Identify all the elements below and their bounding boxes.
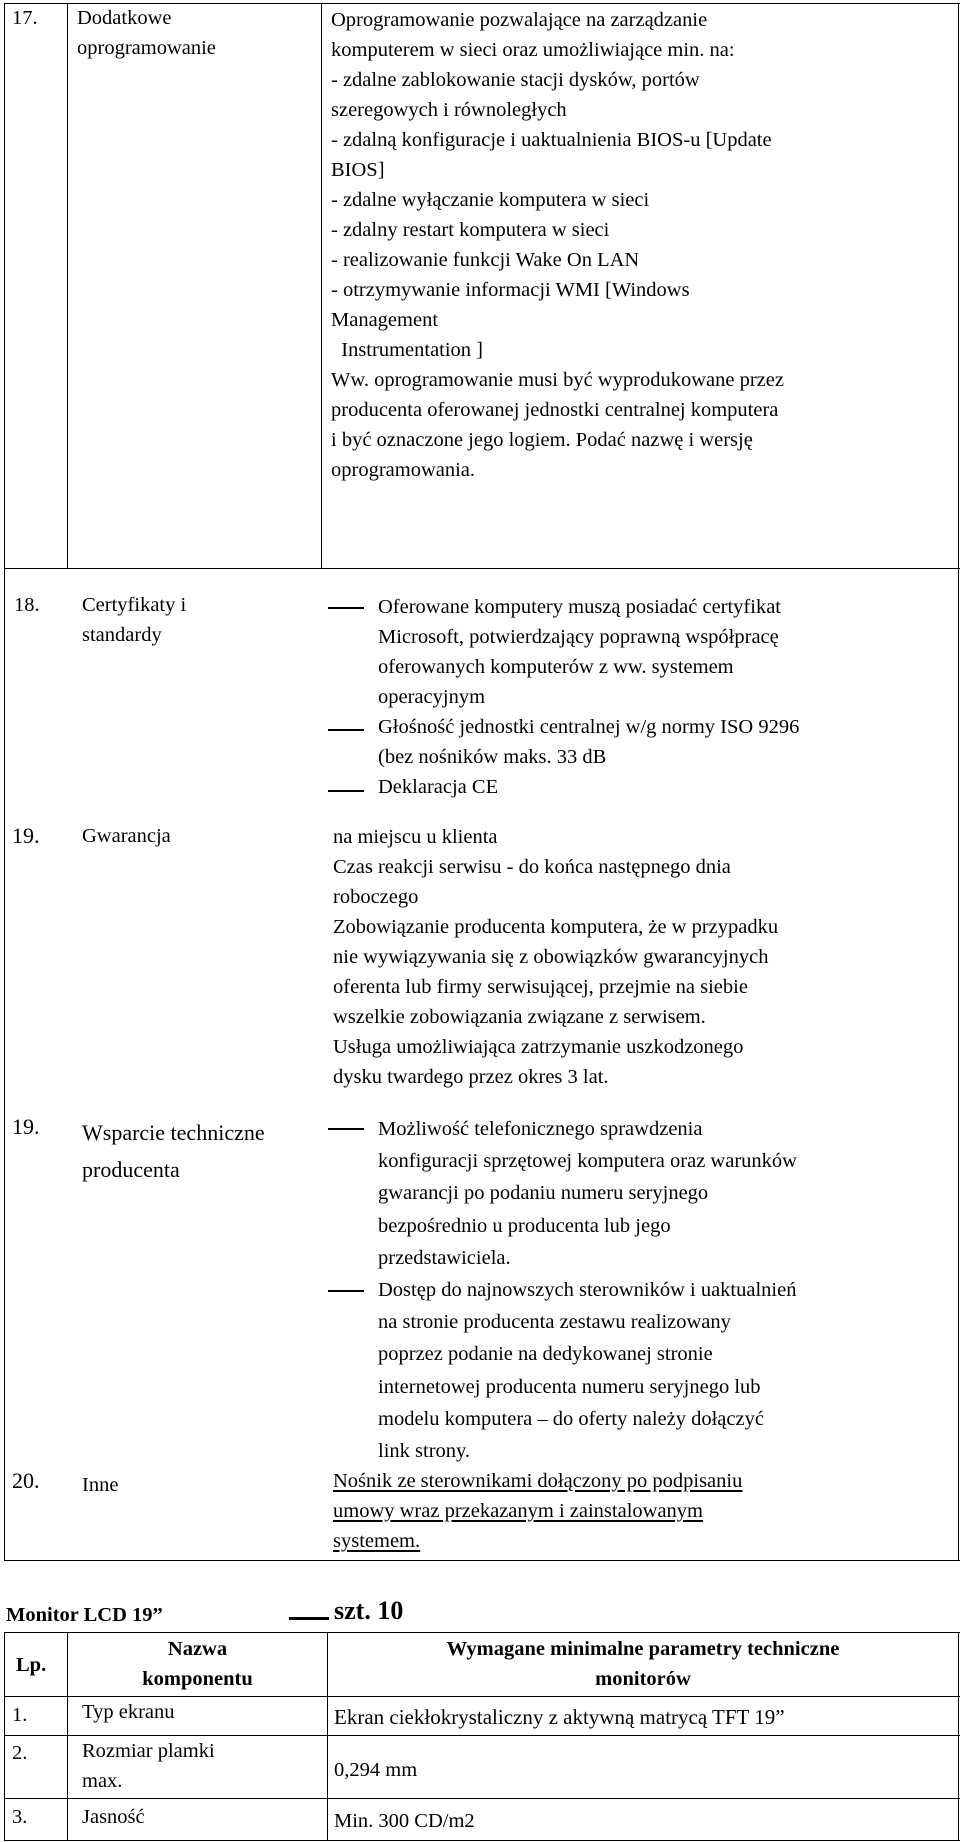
monitor-quantity: szt. 10 xyxy=(334,1596,404,1625)
description-line: - zdalny restart komputera w sieci xyxy=(331,219,610,241)
description-line: BIOS] xyxy=(331,159,385,181)
header-line: Nazwa xyxy=(167,1638,228,1660)
list-bullet-dash xyxy=(328,1290,364,1292)
description-line: systemem. xyxy=(333,1530,421,1552)
row-name: Jasność xyxy=(82,1806,145,1828)
description-line: Głośność jednostki centralnej w/g normy ISO 9296 xyxy=(378,716,800,738)
row-name: Inne xyxy=(82,1474,119,1496)
description-line: oferowanych komputerów z ww. systemem xyxy=(378,656,734,678)
table1-right-border xyxy=(958,3,959,1560)
heading-dash xyxy=(289,1617,329,1620)
row-name xyxy=(77,3,216,63)
row-value: 0,294 mm xyxy=(334,1759,418,1781)
header-parameters xyxy=(328,1634,958,1694)
row-number: 19. xyxy=(12,823,40,848)
description-line: oferenta lub firmy serwisującej, przejmie na siebie xyxy=(333,976,748,998)
description-line: dysku twardego przez okres 3 lat. xyxy=(333,1066,609,1088)
description-line: Microsoft, potwierdzający poprawną współpracę xyxy=(378,626,779,648)
table1-col-divider-2 xyxy=(321,3,322,569)
description-line: Dostęp do najnowszych sterowników i uaktualnień xyxy=(378,1278,797,1301)
description-line: nie wywiązywania się z obowiązków gwarancyjnych xyxy=(333,946,769,968)
description-line: gwarancji po podaniu numeru seryjnego xyxy=(378,1182,709,1205)
description-line: Oferowane komputery muszą posiadać certyfikat xyxy=(378,596,782,618)
description-line: przedstawiciela. xyxy=(378,1246,511,1269)
description-line: (bez nośników maks. 33 dB xyxy=(378,746,607,768)
description-line: - zdalną konfiguracje i uaktualnienia BIOS-u [Update xyxy=(331,129,772,151)
description-line: bezpośrednio u producenta lub jego xyxy=(378,1214,671,1237)
monitor-table-right-border xyxy=(958,1632,959,1841)
row-name: Gwarancja xyxy=(82,825,171,847)
row-name-line: producenta xyxy=(82,1157,180,1182)
row-number: 19. xyxy=(12,1114,40,1139)
row-description xyxy=(378,1113,797,1467)
row-name xyxy=(82,1736,215,1796)
row-description xyxy=(333,822,778,1092)
monitor-table-top-border xyxy=(4,1632,960,1633)
header-line: komponentu xyxy=(142,1668,253,1690)
description-line: - zdalne zablokowanie stacji dysków, portów xyxy=(331,69,700,91)
description-line: Ww. oprogramowanie musi być wyprodukowane przez xyxy=(331,369,784,391)
description-line: konfiguracji sprzętowej komputera oraz warunków xyxy=(378,1150,797,1173)
row-name-line: standardy xyxy=(82,624,162,646)
row-number: 3. xyxy=(12,1806,28,1828)
description-line: umowy wraz przekazanym i zainstalowanym xyxy=(333,1500,704,1522)
description-line: internetowej producenta numeru seryjnego lub xyxy=(378,1375,761,1398)
monitor-table-row2-bottom xyxy=(4,1798,960,1799)
table1-left-border xyxy=(4,3,5,1560)
header-component-name xyxy=(68,1634,327,1694)
description-line: Możliwość telefonicznego sprawdzenia xyxy=(378,1118,703,1140)
description-line: roboczego xyxy=(333,886,419,908)
description-line: Czas reakcji serwisu - do końca następnego dnia xyxy=(333,856,731,878)
row-value: Ekran ciekłokrystaliczny z aktywną matrycą TFT 19” xyxy=(334,1705,785,1729)
list-bullet-dash xyxy=(328,729,364,731)
description-line: Zobowiązanie producenta komputera, że w przypadku xyxy=(333,916,779,938)
header-lp: Lp. xyxy=(16,1654,47,1676)
description-line: producenta oferowanej jednostki centralnej komputera xyxy=(331,399,779,421)
list-bullet-dash xyxy=(328,1128,364,1130)
row-name-line: Dodatkowe xyxy=(77,7,172,29)
description-line: Instrumentation ] xyxy=(331,339,484,361)
row-name xyxy=(82,1114,265,1188)
row-name xyxy=(82,590,186,650)
description-line: link strony. xyxy=(378,1439,471,1462)
monitor-table-bottom-border xyxy=(4,1840,960,1841)
row-number: 2. xyxy=(12,1742,28,1764)
row-name-line: Wsparcie techniczne xyxy=(82,1120,265,1145)
description-line: wszelkie zobowiązania związane z serwisem. xyxy=(333,1006,706,1028)
table1-bottom-border xyxy=(4,1560,960,1561)
description-line: na stronie producenta zestawu realizowany xyxy=(378,1311,731,1334)
description-line: Nośnik ze sterownikami dołączony po podpisaniu xyxy=(333,1470,743,1492)
monitor-table-left-border xyxy=(4,1632,5,1841)
row-number: 17. xyxy=(12,7,38,29)
list-bullet-dash xyxy=(328,790,364,792)
row-name-line: max. xyxy=(82,1770,123,1792)
row-description xyxy=(333,1466,742,1556)
table1-row17-bottom-border xyxy=(4,568,960,569)
row-name-line: Certyfikaty i xyxy=(82,594,187,616)
row-description xyxy=(378,592,799,802)
row-name: Typ ekranu xyxy=(82,1701,175,1723)
description-line: i być oznaczone jego logiem. Podać nazwę i wersję xyxy=(331,429,753,451)
table1-col-divider-1 xyxy=(67,3,68,569)
description-line: - otrzymywanie informacji WMI [Windows xyxy=(331,279,690,301)
row-number: 1. xyxy=(12,1704,28,1726)
description-line: operacyjnym xyxy=(378,686,486,708)
header-line: monitorów xyxy=(595,1668,691,1690)
row-name-line: Rozmiar plamki xyxy=(82,1740,215,1762)
monitor-heading: Monitor LCD 19” xyxy=(6,1604,163,1626)
row-value: Min. 300 CD/m2 xyxy=(334,1810,475,1832)
row-name-line: oprogramowanie xyxy=(77,37,216,59)
row-description xyxy=(331,5,784,485)
header-line: Wymagane minimalne parametry techniczne xyxy=(446,1638,840,1660)
list-bullet-dash xyxy=(328,607,364,609)
description-line: Oprogramowanie pozwalające na zarządzanie xyxy=(331,9,708,31)
description-line: - zdalne wyłączanie komputera w sieci xyxy=(331,189,650,211)
description-line: komputerem w sieci oraz umożliwiające min. na: xyxy=(331,39,735,61)
description-line: oprogramowania. xyxy=(331,459,476,481)
description-line: Deklaracja CE xyxy=(378,776,499,798)
description-line: poprzez podanie na dedykowanej stronie xyxy=(378,1343,713,1366)
description-line: - realizowanie funkcji Wake On LAN xyxy=(331,249,640,271)
row-number: 18. xyxy=(14,594,40,616)
description-line: Usługa umożliwiająca zatrzymanie uszkodzonego xyxy=(333,1036,744,1058)
description-line: szeregowych i równoległych xyxy=(331,99,567,121)
row-number: 20. xyxy=(12,1468,40,1493)
description-line: Management xyxy=(331,309,439,331)
description-line: na miejscu u klienta xyxy=(333,826,498,848)
description-line: modelu komputera – do oferty należy dołączyć xyxy=(378,1407,764,1430)
